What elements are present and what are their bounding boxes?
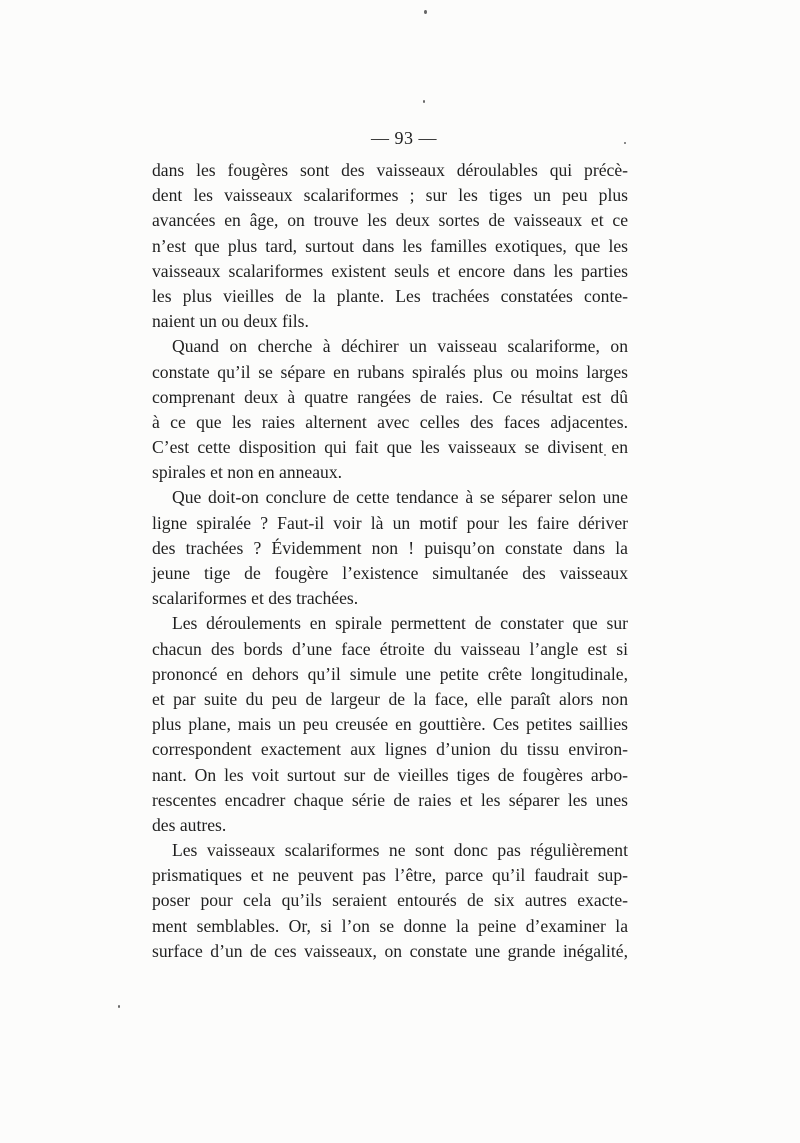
text-line: vaisseaux scalariformes existent seuls et encore dans les parties bbox=[152, 260, 628, 281]
text-line: n’est que plus tard, surtout dans les familles exotiques, que les bbox=[152, 235, 628, 256]
text-line: comprenant deux à quatre rangées de raies. Ce résultat est dû bbox=[152, 386, 628, 407]
text-line: constate qu’il se sépare en rubans spiralés plus ou moins larges bbox=[152, 361, 628, 382]
text-line: les plus vieilles de la plante. Les trachées constatées conte- bbox=[152, 285, 628, 306]
page-number: — 93 — bbox=[371, 128, 437, 148]
text-line: des autres. bbox=[152, 814, 227, 835]
paragraph bbox=[152, 158, 628, 334]
print-speck bbox=[118, 1005, 120, 1008]
text-line: et par suite du peu de largeur de la face, elle paraît alors non bbox=[152, 688, 628, 709]
text-line: prononcé en dehors qu’il simule une petite crête longitudinale, bbox=[152, 663, 628, 684]
text-line: correspondent exactement aux lignes d’union du tissu environ- bbox=[152, 739, 628, 760]
text-line: rescentes encadrer chaque série de raies et les séparer les unes bbox=[152, 789, 628, 810]
text-line: Quand on cherche à déchirer un vaisseau scalariforme, on bbox=[172, 336, 628, 357]
text-line: Que doit-on conclure de cette tendance à se séparer selon une bbox=[172, 487, 628, 508]
text-line: surface d’un de ces vaisseaux, on constate une grande inégalité, bbox=[152, 940, 628, 961]
text-line: C’est cette disposition qui fait que les vaisseaux se divisent en bbox=[152, 437, 628, 458]
print-speck bbox=[424, 10, 427, 14]
paragraph bbox=[152, 334, 628, 485]
text-line: dans les fougères sont des vaisseaux déroulables qui précè- bbox=[152, 160, 628, 180]
paragraph bbox=[152, 611, 628, 838]
text-line: prismatiques et ne peuvent pas l’être, parce qu’il faudrait sup- bbox=[152, 865, 628, 886]
text-line: à ce que les raies alternent avec celles des faces adjacentes. bbox=[152, 411, 628, 432]
text-line: chacun des bords d’une face étroite du vaisseau l’angle est si bbox=[152, 638, 628, 659]
text-line: jeune tige de fougère l’existence simultanée des vaisseaux bbox=[152, 563, 628, 583]
text-line: Les vaisseaux scalariformes ne sont donc pas régulièrement bbox=[172, 840, 628, 861]
paragraph bbox=[152, 485, 628, 611]
text-line: nant. On les voit surtout sur de vieilles tiges de fougères arbo- bbox=[152, 764, 628, 785]
text-line: des trachées ? Évidemment non ! puisqu’on constate dans la bbox=[152, 537, 628, 558]
text-line: plus plane, mais un peu creusée en gouttière. Ces petites saillies bbox=[152, 714, 628, 735]
paragraph bbox=[152, 838, 628, 964]
text-line: dent les vaisseaux scalariformes ; sur les tiges un peu plus bbox=[152, 185, 628, 206]
text-line: Les déroulements en spirale permettent de constater que sur bbox=[172, 613, 628, 634]
text-line: scalariformes et des trachées. bbox=[152, 588, 359, 609]
text-line: poser pour cela qu’ils seraient entourés de six autres exacte- bbox=[152, 890, 628, 911]
text-line: spirales et non en anneaux. bbox=[152, 462, 343, 483]
body-text bbox=[152, 158, 628, 964]
print-speck bbox=[423, 100, 425, 103]
text-line: ligne spiralée ? Faut-il voir là un motif pour les faire dériver bbox=[152, 512, 628, 533]
text-line: avancées en âge, on trouve les deux sortes de vaisseaux et ce bbox=[152, 210, 628, 231]
text-line: ment semblables. Or, si l’on se donne la peine d’examiner la bbox=[152, 915, 628, 936]
text-line: naient un ou deux fils. bbox=[152, 311, 309, 332]
